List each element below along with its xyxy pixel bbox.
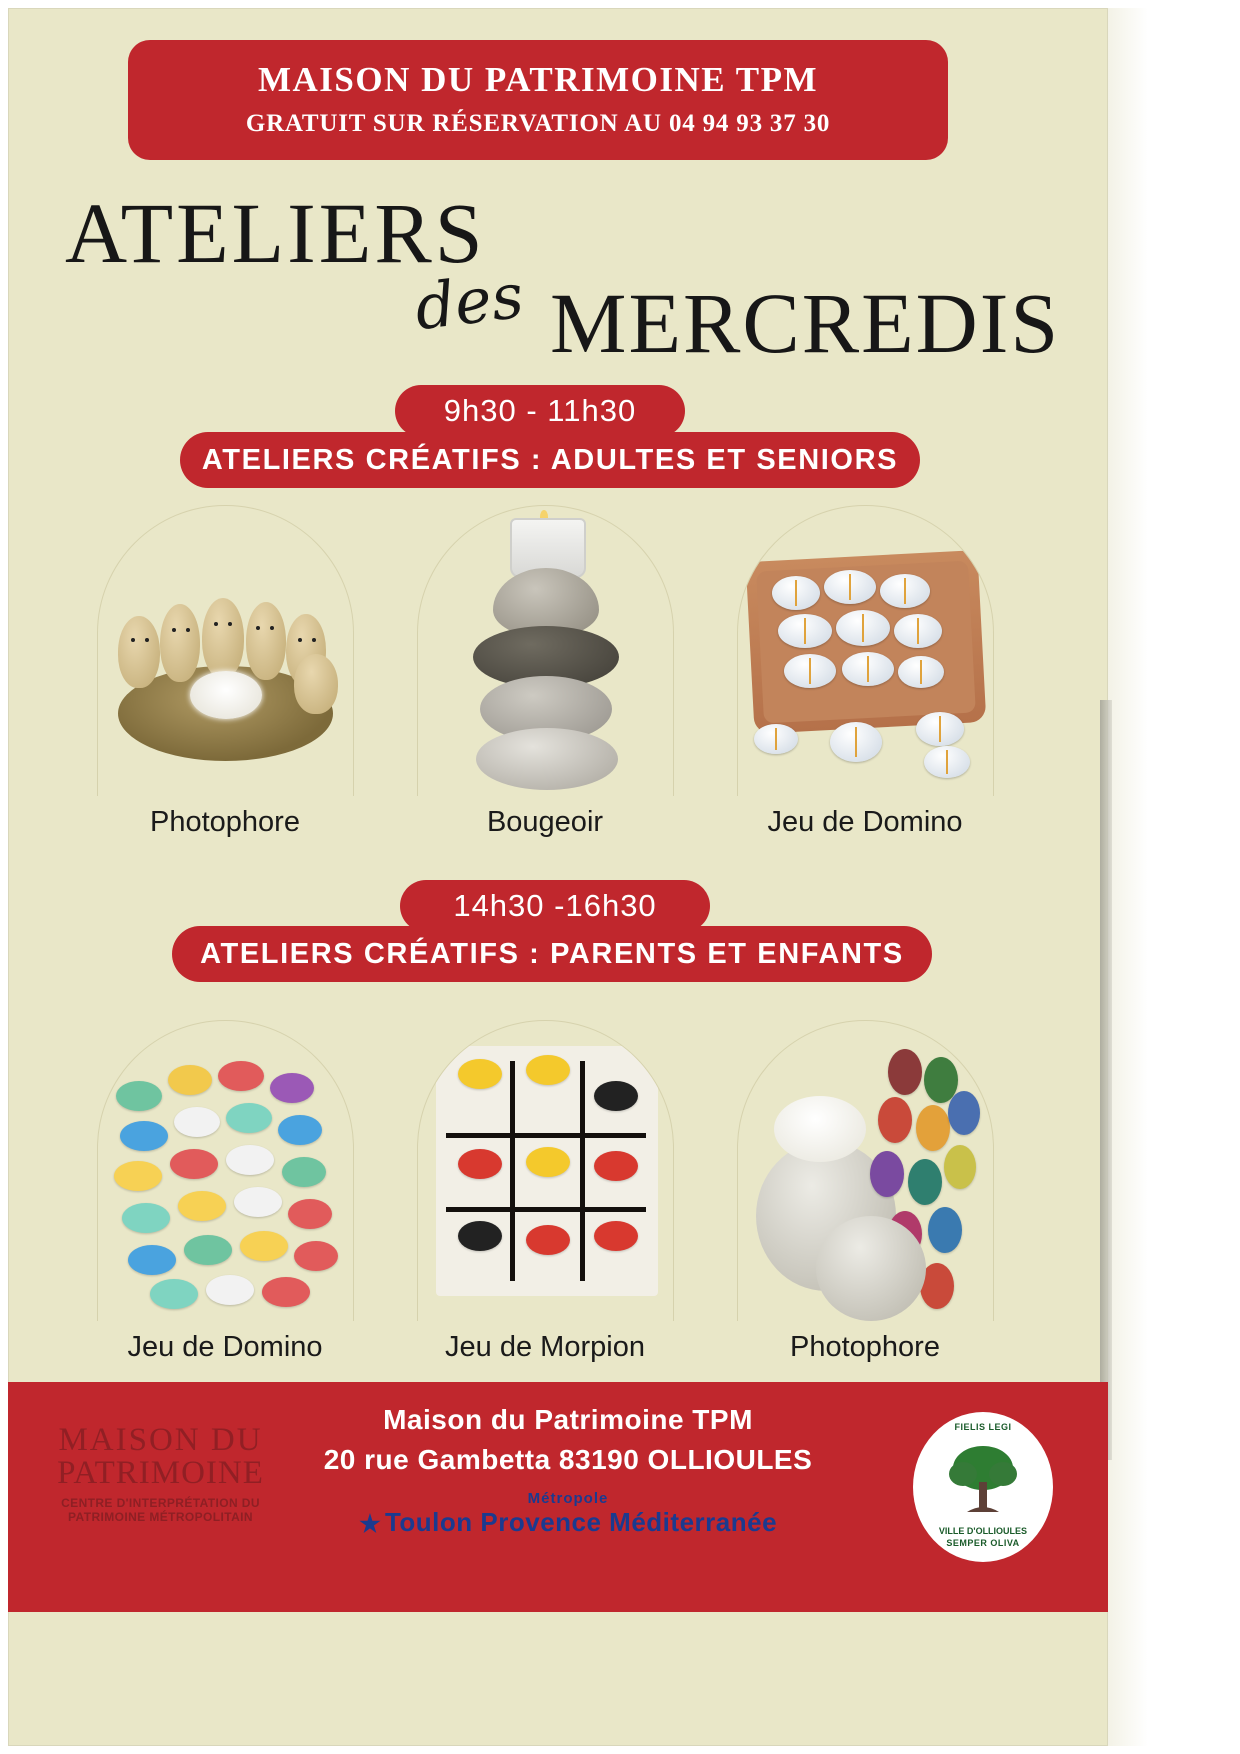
- scan-edge: [1108, 8, 1240, 1746]
- item-photophore-enfants: [715, 1020, 1015, 1364]
- item-image-frame: [737, 1020, 994, 1321]
- star-icon: [359, 1513, 381, 1535]
- item-caption: Jeu de Domino: [767, 806, 963, 838]
- footer-info: [308, 1404, 828, 1538]
- olive-tree-icon: [947, 1442, 1019, 1520]
- title-word-mercredis: MERCREDIS: [550, 275, 1061, 371]
- photo-photophore-colore: [738, 1021, 993, 1321]
- tpm-name: Toulon Provence Méditerranée: [384, 1507, 778, 1537]
- footer-venue: Maison du Patrimoine TPM: [383, 1404, 753, 1435]
- item-photophore: [75, 505, 375, 839]
- photo-jeu-de-domino: [738, 506, 993, 796]
- title-word-ateliers: ATELIERS: [65, 185, 486, 281]
- footer-address: 20 rue Gambetta 83190 OLLIOULES: [323, 1444, 813, 1475]
- item-caption: Jeu de Domino: [127, 1331, 323, 1363]
- item-caption: Photophore: [790, 1331, 940, 1363]
- logo-motto-bottom: SEMPER OLIVA: [946, 1538, 1020, 1548]
- item-caption: Jeu de Morpion: [445, 1331, 645, 1363]
- logo-tpm: [308, 1490, 828, 1538]
- logo-motto-top: FIELIS LEGI: [954, 1422, 1012, 1432]
- session-1-time: 9h30 - 11h30: [395, 385, 685, 437]
- session-1-items: [75, 505, 1015, 839]
- item-image-frame: [417, 505, 674, 796]
- scan-shadow: [1100, 700, 1112, 1460]
- item-image-frame: [737, 505, 994, 796]
- item-caption: Bougeoir: [486, 806, 604, 838]
- photo-dominos-colores: [98, 1021, 353, 1321]
- logo-line-2: PATRIMOINE: [57, 1455, 264, 1491]
- header-banner: [128, 40, 948, 160]
- item-caption: Photophore: [150, 806, 300, 838]
- header-subtitle: GRATUIT SUR RÉSERVATION AU 04 94 93 37 30: [245, 110, 831, 137]
- logo-line-3: CENTRE D'INTERPRÉTATION DU: [61, 1496, 260, 1510]
- logo-line-1: MAISON DU: [58, 1422, 263, 1458]
- photo-jeu-de-morpion: [418, 1021, 673, 1321]
- logo-maison-du-patrimoine: [53, 1422, 268, 1562]
- tpm-name-row: [308, 1507, 828, 1538]
- page-title: [60, 185, 1061, 371]
- item-image-frame: [97, 505, 354, 796]
- logo-ville-ollioules: [913, 1412, 1053, 1562]
- photo-photophore: [98, 506, 353, 796]
- session-2-time: 14h30 -16h30: [400, 880, 710, 932]
- tpm-metropole-label: Métropole: [527, 1490, 609, 1507]
- item-jeu-de-domino-adultes: [715, 505, 1015, 839]
- item-jeu-de-morpion: [395, 1020, 695, 1364]
- item-image-frame: [417, 1020, 674, 1321]
- session-1-audience: ATELIERS CRÉATIFS : ADULTES ET SENIORS: [180, 432, 920, 488]
- logo-city: VILLE D'OLLIOULES: [938, 1526, 1028, 1536]
- item-jeu-de-domino-enfants: [75, 1020, 375, 1364]
- header-title: MAISON DU PATRIMOINE TPM: [257, 60, 819, 99]
- item-bougeoir: [395, 505, 695, 839]
- title-word-des: des: [410, 258, 528, 345]
- session-2-audience: ATELIERS CRÉATIFS : PARENTS ET ENFANTS: [172, 926, 932, 982]
- footer: [8, 1382, 1108, 1612]
- photo-bougeoir: [418, 506, 673, 796]
- logo-line-4: PATRIMOINE MÉTROPOLITAIN: [68, 1510, 253, 1524]
- item-image-frame: [97, 1020, 354, 1321]
- session-2-items: [75, 1020, 1015, 1364]
